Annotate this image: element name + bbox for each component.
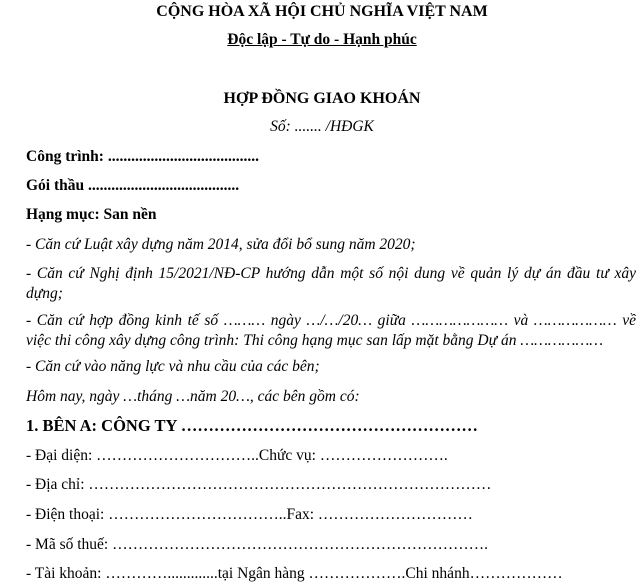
party-a-tax-code: - Mã số thuế: ………………………………………………………………. [26, 536, 488, 553]
national-title: CỘNG HÒA XÃ HỘI CHỦ NGHĨA VIỆT NAM [156, 3, 488, 20]
contract-title: HỢP ĐỒNG GIAO KHOÁN [223, 90, 421, 107]
bid-package: Gói thầu ....................................... [26, 177, 240, 194]
meeting-date: Hôm nay, ngày …tháng …năm 20…, các bên gồm có: [26, 388, 360, 405]
party-a-phone-fax: - Điện thoại: ……………………………..Fax: ………………………… [26, 506, 473, 523]
work-item: Hạng mục: San nền [26, 206, 157, 223]
basis-economic-contract: - Căn cứ hợp đồng kinh tế số ……… ngày …/…/20… giữa ………………… và ……………… về việc thi công xây dựng công trình: Thi công hạng mục san lấp mặt bằng Dự án ……………… [26, 312, 636, 349]
project-name: Công trình: ....................................... [26, 148, 259, 165]
party-a-representative: - Đại diện: …………………………..Chức vụ: ……………………. [26, 447, 448, 464]
basis-decree: - Căn cứ Nghị định 15/2021/NĐ-CP hướng dẫn một số nội dung về quản lý dự án đầu tư xây dựng; [26, 265, 636, 302]
national-motto: Độc lập - Tự do - Hạnh phúc [227, 31, 417, 48]
party-a-heading: 1. BÊN A: CÔNG TY ……………………………………………… [26, 416, 478, 435]
basis-law: - Căn cứ Luật xây dựng năm 2014, sửa đổi bổ sung năm 2020; [26, 236, 416, 253]
party-a-address: - Địa chỉ: …………………………………………………………………… [26, 476, 492, 493]
contract-number: Số: ....... /HĐGK [270, 118, 374, 135]
party-a-bank-account: - Tài khoản: ………….............tại Ngân hàng ……………….Chi nhánh……………… [26, 565, 563, 582]
basis-capacity: - Căn cứ vào năng lực và nhu cầu của các bên; [26, 358, 320, 375]
